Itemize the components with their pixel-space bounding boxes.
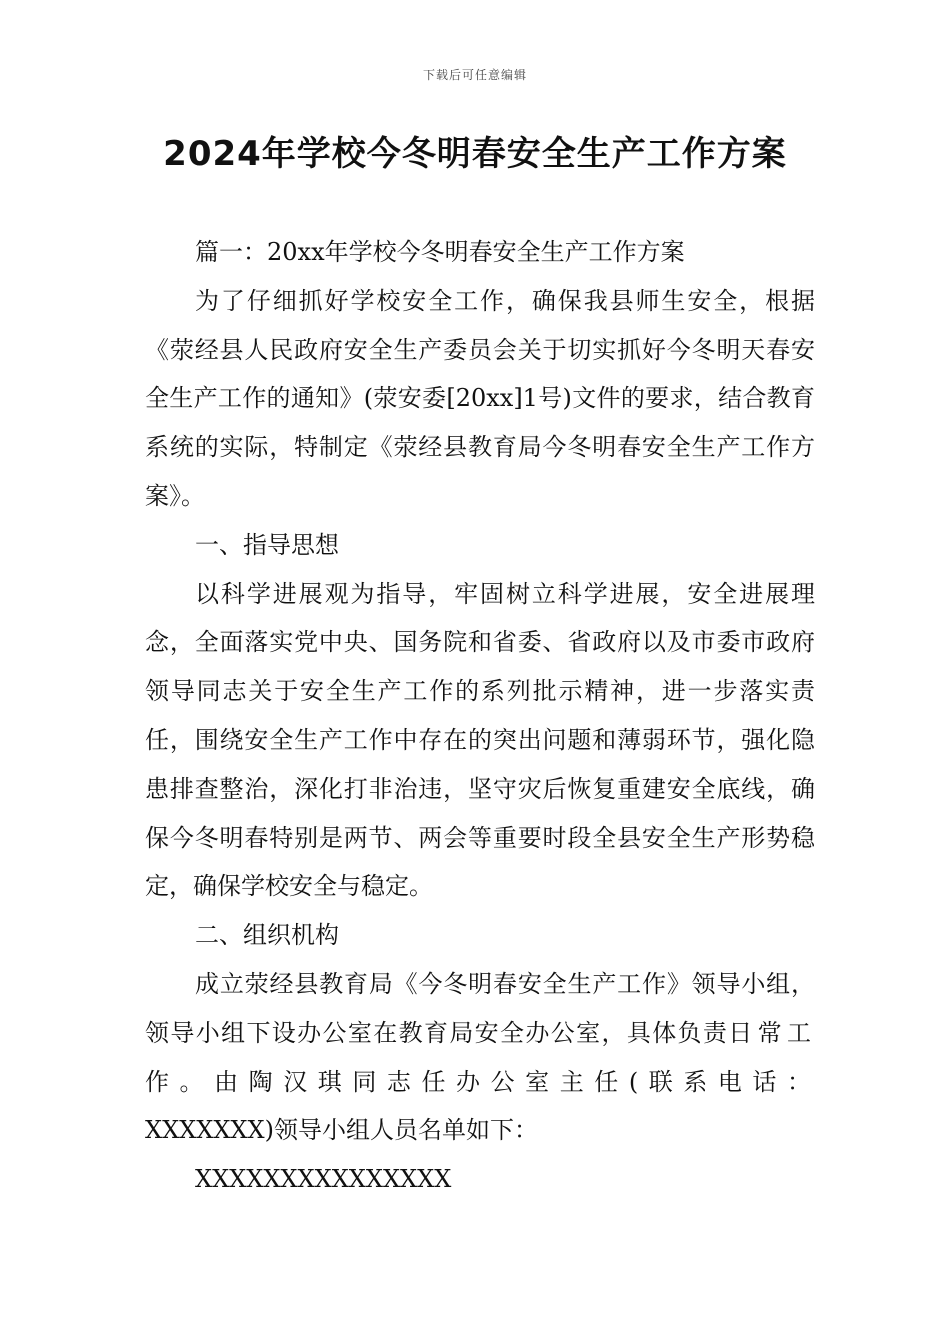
document-body [145,228,815,1204]
section-heading-organization: 二、组织机构 [195,921,339,950]
organization-text-part2: 日常工作。由陶汉琪同志任办公室主任(联系电话： [145,1018,816,1096]
organization-text-part1: 成立荥经县教育局《今冬明春安全生产工作》领导小组，领导小组下设办公室在教育局安全办公室，具体负责 [145,969,815,1047]
organization-text-part3: XXXXXXX)领导小组人员名单如下： [145,1116,538,1145]
intro-paragraph: 为了仔细抓好学校安全工作，确保我县师生安全，根据《荥经县人民政府安全生产委员会关于切实抓好今冬明天春安全生产工作的通知》(荥安委[20xx]1号)文件的要求，结合教育系统的实际，特制定《荥经县教育局今冬明春安全生产工作方案》。 [145,286,815,510]
section-subtitle: 篇一：20xx年学校今冬明春安全生产工作方案 [195,238,685,266]
document-title: 2024年学校今冬明春安全生产工作方案 [163,134,787,174]
member-list-placeholder: XXXXXXXXXXXXXXX [195,1165,452,1194]
organization-paragraph [145,960,815,1155]
guiding-ideology-paragraph: 以科学进展观为指导，牢固树立科学进展，安全进展理念，全面落实党中央、国务院和省委、省政府以及市委市政府领导同志关于安全生产工作的系列批示精神，进一步落实责任，围绕安全生产工作中存在的突出问题和薄弱环节，强化隐患排查整治，深化打非治违，坚守灾后恢复重建安全底线，确保今冬明春特别是两节、两会等重要时段全县安全生产形势稳定，确保学校安全与稳定。 [145,579,815,901]
section-heading-guiding-ideology: 一、指导思想 [195,530,339,559]
header-note: 下载后可任意编辑 [422,68,527,82]
